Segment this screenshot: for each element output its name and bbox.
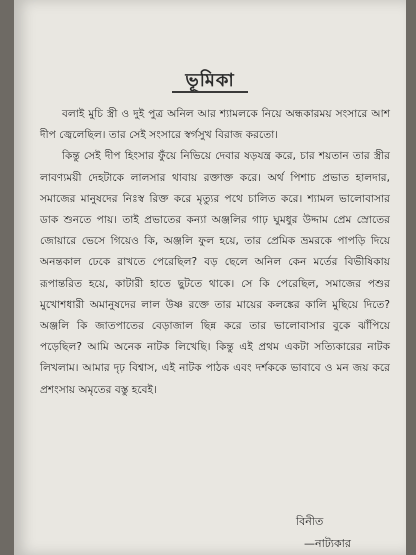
page-title: ভূমিকা bbox=[185, 70, 235, 91]
signoff bbox=[296, 511, 386, 555]
title-underline bbox=[172, 91, 248, 93]
paragraph-1: বলাই মুচি স্ত্রী ও দুই পুত্র অনিল আর শ্যামলকে নিয়ে অন্ধকারময় সংসারে আশ দীপ জ্বেলেছিল। তার সেই সংসারে স্বর্গসুখ বিরাজ করতো। bbox=[40, 108, 390, 142]
paragraph-2: কিন্তু সেই দীপ হিংসার ফুঁয়ে নিভিয়ে দেবার ষড়যন্ত্র করে, চার শয়তান তার স্ত্রীর লাবণ্যময়ী দেহটাকে লালসার থাবায় রক্তাক্ত করে। অর্থ পিশাচ প্রভাত হালদার, সমাজের মানুষদের নিঃস্ব রিক্ত করে মৃত্যুর পথে চালিত করে। শ্যামল ভালোবাসার ডাক শুনতে পায়। তাই প্রভাতের কন্যা অঞ্জলির গাঢ় ঘুমধুর উদ্দাম প্রেম স্রোতের জোয়ারে ভেসে গিয়েও কি, অঞ্জলি ফুল হয়ে, তার প্রেমিক ভ্রমরকে পাপড়ি দিয়ে অনন্তকাল ঢেকে রাখতে পেরেছিল? বড় ছেলে অনিল কেন মর্তের বিভীষিকায় রূপান্তরিত হয়ে, কাটারী হাতে ছুটতে থাকে। সে কি পেরেছিল, সমাজের পশুর মুখোশধারী অমানুষদের লাল উষ্ণ রক্তে তার মায়ের কলঙ্কের কালি মুছিয়ে দিতে? অঞ্জলি কি জাতপাতের বেড়াজাল ছিন্ন করে তার ভালোবাসার বুকে ঝাঁপিয়ে পড়েছিল? আমি অনেক নাটক লিখেছি। কিন্তু এই প্রথম একটা সত্যিকারের নাটক লিখলাম। আমার দৃঢ় বিশ্বাস, এই নাটক পাঠক এবং দর্শককে ভাবাবে ও মন জয় করে প্রশংসায় অমৃতের বস্তু হবেই। bbox=[40, 150, 390, 396]
closing-text: বিনীত bbox=[296, 515, 324, 528]
preface-body bbox=[40, 104, 390, 401]
book-page bbox=[14, 0, 406, 555]
author-signature: —নাট্যকার bbox=[304, 537, 351, 550]
